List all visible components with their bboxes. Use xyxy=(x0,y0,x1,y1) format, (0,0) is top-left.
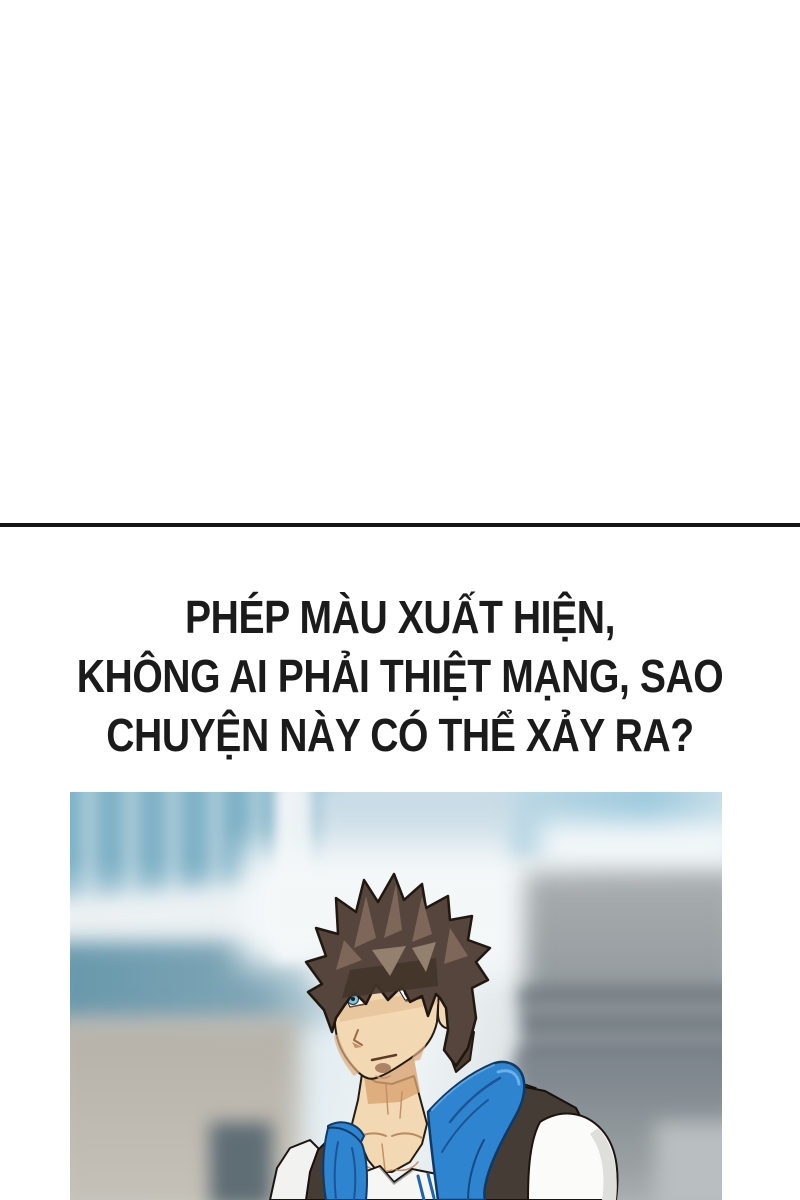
caption-line-2: KHÔNG AI PHẢI THIỆT MẠNG, SAO xyxy=(76,650,724,702)
panel-divider-line xyxy=(0,523,800,527)
caption-line-1: PHÉP MÀU XUẤT HIỆN, xyxy=(184,591,616,643)
comic-panel xyxy=(70,792,722,1200)
character-illustration xyxy=(70,792,722,1200)
caption-line-3: CHUYỆN NÀY CÓ THỂ XẢY RA? xyxy=(106,709,694,761)
caption-text-block xyxy=(60,588,740,765)
